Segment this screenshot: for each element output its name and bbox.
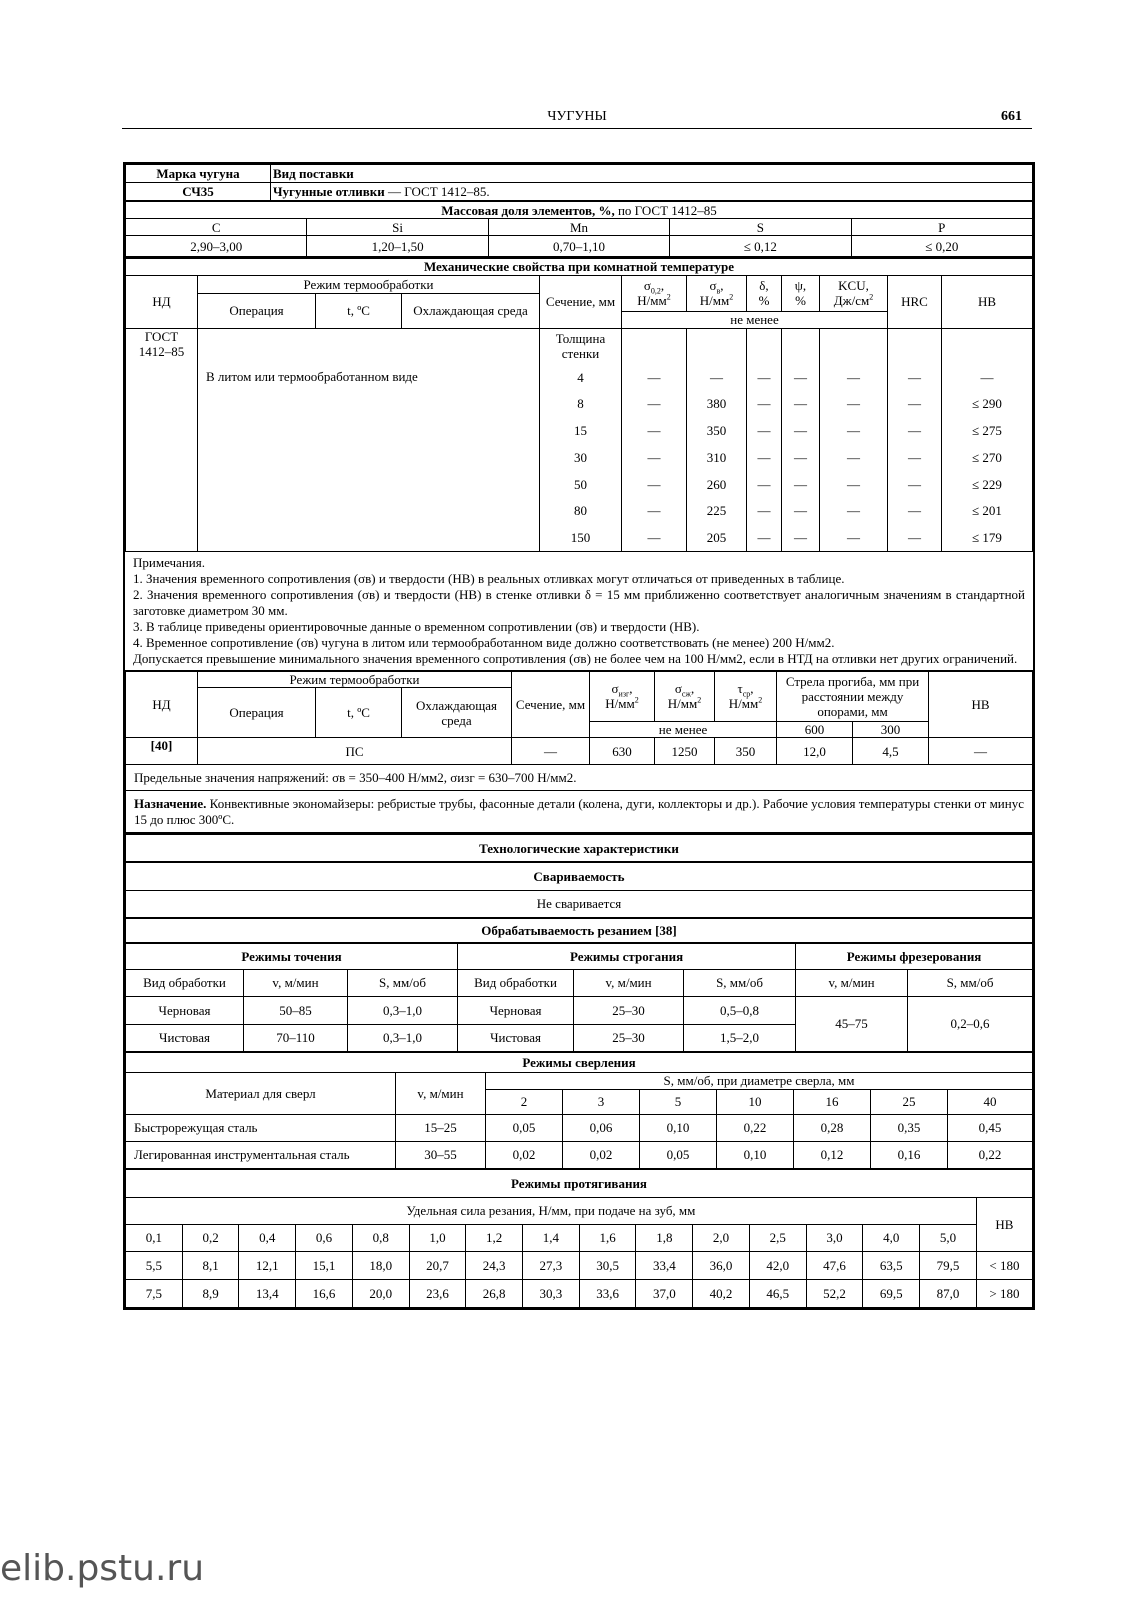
grade-label: Марка чугуна: [126, 165, 271, 183]
thickness-label: Толщина стенки: [540, 328, 622, 364]
state-cell: В литом или термообработанном виде: [198, 328, 540, 551]
element-cell: P: [851, 219, 1032, 236]
weld-value: Не сваривается: [126, 890, 1033, 918]
operation-header: Операция: [198, 293, 316, 328]
mechanical-section: [125, 257, 1033, 552]
mech-row: 80 — 225 — — — — ≤ 201: [126, 497, 1033, 524]
running-title: ЧУГУНЫ: [547, 109, 607, 124]
sizg-header: $\sigma_{изг}$, $Н/мм^2$: [590, 671, 655, 722]
drill-v-header: v, м/мин: [396, 1072, 486, 1114]
bend-hb-header: НВ: [929, 671, 1033, 738]
delta-header: δ, %: [747, 275, 782, 311]
value-cell: ≤ 0,20: [851, 236, 1032, 257]
note-3: 3. В таблице приведены ориентировочные данные о временном сопротивлении (σв) и твердости (НВ).: [133, 618, 700, 634]
bend-operation-header: Операция: [198, 688, 316, 738]
temperature-header: t, ºС: [316, 293, 402, 328]
broaching-title: Режимы протягивания: [126, 1169, 1033, 1197]
broach-hb-header: НВ: [976, 1197, 1032, 1251]
grade-table: [123, 162, 1035, 1310]
note-4: 4. Временное сопротивление (σв) чугуна в литом или термообработанном виде должно соответствовать (не менее) 200 Н/мм2.: [133, 634, 835, 650]
machining-title: Обрабатываемость резанием [38]: [126, 918, 1033, 942]
bend-row: [40] ПС — 630 1250 350 12,0 4,5 —: [126, 738, 1033, 765]
weld-title: Свариваемость: [126, 862, 1033, 890]
supply-label: Вид поставки: [271, 165, 1033, 183]
drilling-title: Режимы сверления: [126, 1052, 1033, 1072]
machining-row: Черновая 50–85 0,3–1,0 Черновая 25–30 0,5–0,8 45–75 0,2–0,6: [126, 996, 1033, 1024]
element-cell: Mn: [488, 219, 669, 236]
drill-row: Быстрорежущая сталь 15–25 0,05 0,06 0,10 0,22 0,28 0,35 0,45: [126, 1114, 1033, 1141]
distance-600: 600: [777, 722, 853, 738]
composition-elements-row: [126, 219, 1033, 236]
value-cell: 0,70–1,10: [488, 236, 669, 257]
mech-row: 30 — 310 — — — — ≤ 270: [126, 444, 1033, 471]
gost-cell: ГОСТ 1412–85: [126, 328, 198, 551]
bend-nd-header: НД: [126, 671, 198, 738]
broach-header: Удельная сила резания, Н/мм, при подаче на зуб, мм: [126, 1197, 977, 1224]
min-header: не менее: [622, 311, 888, 328]
planing-title: Режимы строгания: [458, 943, 796, 969]
bend-mode-header: Режим термообработки: [198, 671, 512, 688]
drill-s-header: S, мм/об, при диаметре сверла, мм: [486, 1072, 1033, 1089]
mech-row: 150 — 205 — — — — ≤ 179: [126, 524, 1033, 551]
turning-title: Режимы точения: [126, 943, 458, 969]
element-cell: Si: [307, 219, 488, 236]
watermark: elib.pstu.ru: [0, 1548, 205, 1589]
notes-title: Примечания.: [133, 554, 205, 570]
grade-section: [125, 164, 1033, 201]
machining-row: Чистовая 70–110 0,3–1,0 Чистовая 25–30 1,5–2,0: [126, 1024, 1033, 1051]
cooling-header: Охлаждающая среда: [402, 293, 540, 328]
distance-300: 300: [853, 722, 929, 738]
supply-value: Чугунные отливки — ГОСТ 1412–85.: [271, 183, 1033, 201]
value-cell: 2,90–3,00: [126, 236, 307, 257]
section-header: Сечение, мм: [540, 275, 622, 328]
composition-values-row: [126, 236, 1033, 257]
composition-title: Массовая доля элементов, %, по ГОСТ 1412–85: [126, 202, 1033, 219]
element-cell: S: [670, 219, 851, 236]
bending-section: [125, 670, 1033, 834]
bend-temperature-header: t, ºС: [316, 688, 402, 738]
broach-row: 5,5 8,1 12,1 15,1 18,0 20,7 24,3 27,3 30,5 33,4 36,0 42,0 47,6 63,5 79,5 < 180: [126, 1251, 1033, 1279]
element-cell: C: [126, 219, 307, 236]
machining-modes: [125, 943, 1033, 1052]
mech-row: 4 — — — — — — —: [126, 364, 1033, 390]
milling-title: Режимы фрезерования: [796, 943, 1033, 969]
tech-title: Технологические характеристики: [126, 834, 1033, 862]
nd-header: НД: [126, 275, 198, 328]
note-2: 2. Значения временного сопротивления (σв) и твердости (НВ) в стенке отливки δ = 15 мм приближенно соответствует аналогичным значениям в стандартной заготовке диаметром 30 мм.: [133, 586, 1025, 618]
arrow-header: Стрела прогиба, мм при расстоянии между опорами, мм: [777, 671, 929, 722]
psi-header: ψ, %: [782, 275, 820, 311]
limits-line: Предельные значения напряжений: σв = 350–400 Н/мм2, σизг = 630–700 Н/мм2.: [126, 765, 1033, 791]
drill-row: Легированная инструментальная сталь 30–55 0,02 0,02 0,05 0,10 0,12 0,16 0,22: [126, 1141, 1033, 1168]
sb-header: $\sigma_в$, $Н/мм^2$: [687, 275, 747, 311]
note-5: Допускается превышение минимального значения временного сопротивления (σв) не более чем на 100 Н/мм2, если в НТД на отливки нет других ограничений.: [133, 650, 1018, 666]
tcr-header: $\tau_{ср}$, $Н/мм^2$: [715, 671, 777, 722]
mech-row: 50 — 260 — — — — ≤ 229: [126, 471, 1033, 497]
hb-header: НВ: [942, 275, 1033, 328]
composition-section: [125, 201, 1033, 257]
mech-row: 15 — 350 — — — — ≤ 275: [126, 417, 1033, 444]
sszh-header: $\sigma_{сж}$, $Н/мм^2$: [655, 671, 715, 722]
s02-header: $\sigma_{0,2}$, $Н/мм^2$: [622, 275, 687, 311]
broach-row: 7,5 8,9 13,4 16,6 20,0 23,6 26,8 30,3 33,6 37,0 40,2 46,5 52,2 69,5 87,0 > 180: [126, 1279, 1033, 1307]
drill-material-header: Материал для сверл: [126, 1072, 396, 1114]
kcu-header: KCU, $Дж/см^2$: [820, 275, 888, 311]
hrc-header: HRC: [888, 275, 942, 328]
tech-section: [125, 833, 1033, 943]
note-1: 1. Значения временного сопротивления (σв) и твердости (НВ) в реальных отливках могут отличаться от приведенных в таблице.: [133, 570, 845, 586]
mech-row: 8 — 380 — — — — ≤ 290: [126, 390, 1033, 417]
broach-feeds-row: 0,1 0,2 0,4 0,6 0,8 1,0 1,2 1,4 1,6 1,8 2,0 2,5 3,0 4,0 5,0: [126, 1224, 1033, 1251]
mode-header: Режим термообработки: [198, 275, 540, 293]
page-header: [122, 108, 1032, 129]
machining-header-row: Вид обработки v, м/мин S, мм/об Вид обработки v, м/мин S, мм/об v, м/мин S, мм/об: [126, 969, 1033, 996]
notes-block: [125, 552, 1033, 670]
bend-min-header: не менее: [590, 722, 777, 738]
page-number: 661: [1001, 109, 1022, 124]
drilling-section: [125, 1052, 1033, 1169]
grade-value: СЧ35: [126, 183, 271, 201]
purpose-line: Назначение. Конвективные экономайзеры: ребристые трубы, фасонные детали (колена, дуги, коллекторы и др.). Рабочие условия температуры стенки от минус 15 до плюс 300ºС.: [126, 791, 1033, 833]
bend-cooling-header: Охлаждающая среда: [402, 688, 512, 738]
broaching-section: [125, 1169, 1033, 1308]
value-cell: 1,20–1,50: [307, 236, 488, 257]
value-cell: ≤ 0,12: [670, 236, 851, 257]
mechanical-title: Механические свойства при комнатной температуре: [126, 258, 1033, 275]
bend-section-header: Сечение, мм: [512, 671, 590, 738]
drill-diameters-row: 2 3 5 10 16 25 40: [126, 1089, 1033, 1114]
